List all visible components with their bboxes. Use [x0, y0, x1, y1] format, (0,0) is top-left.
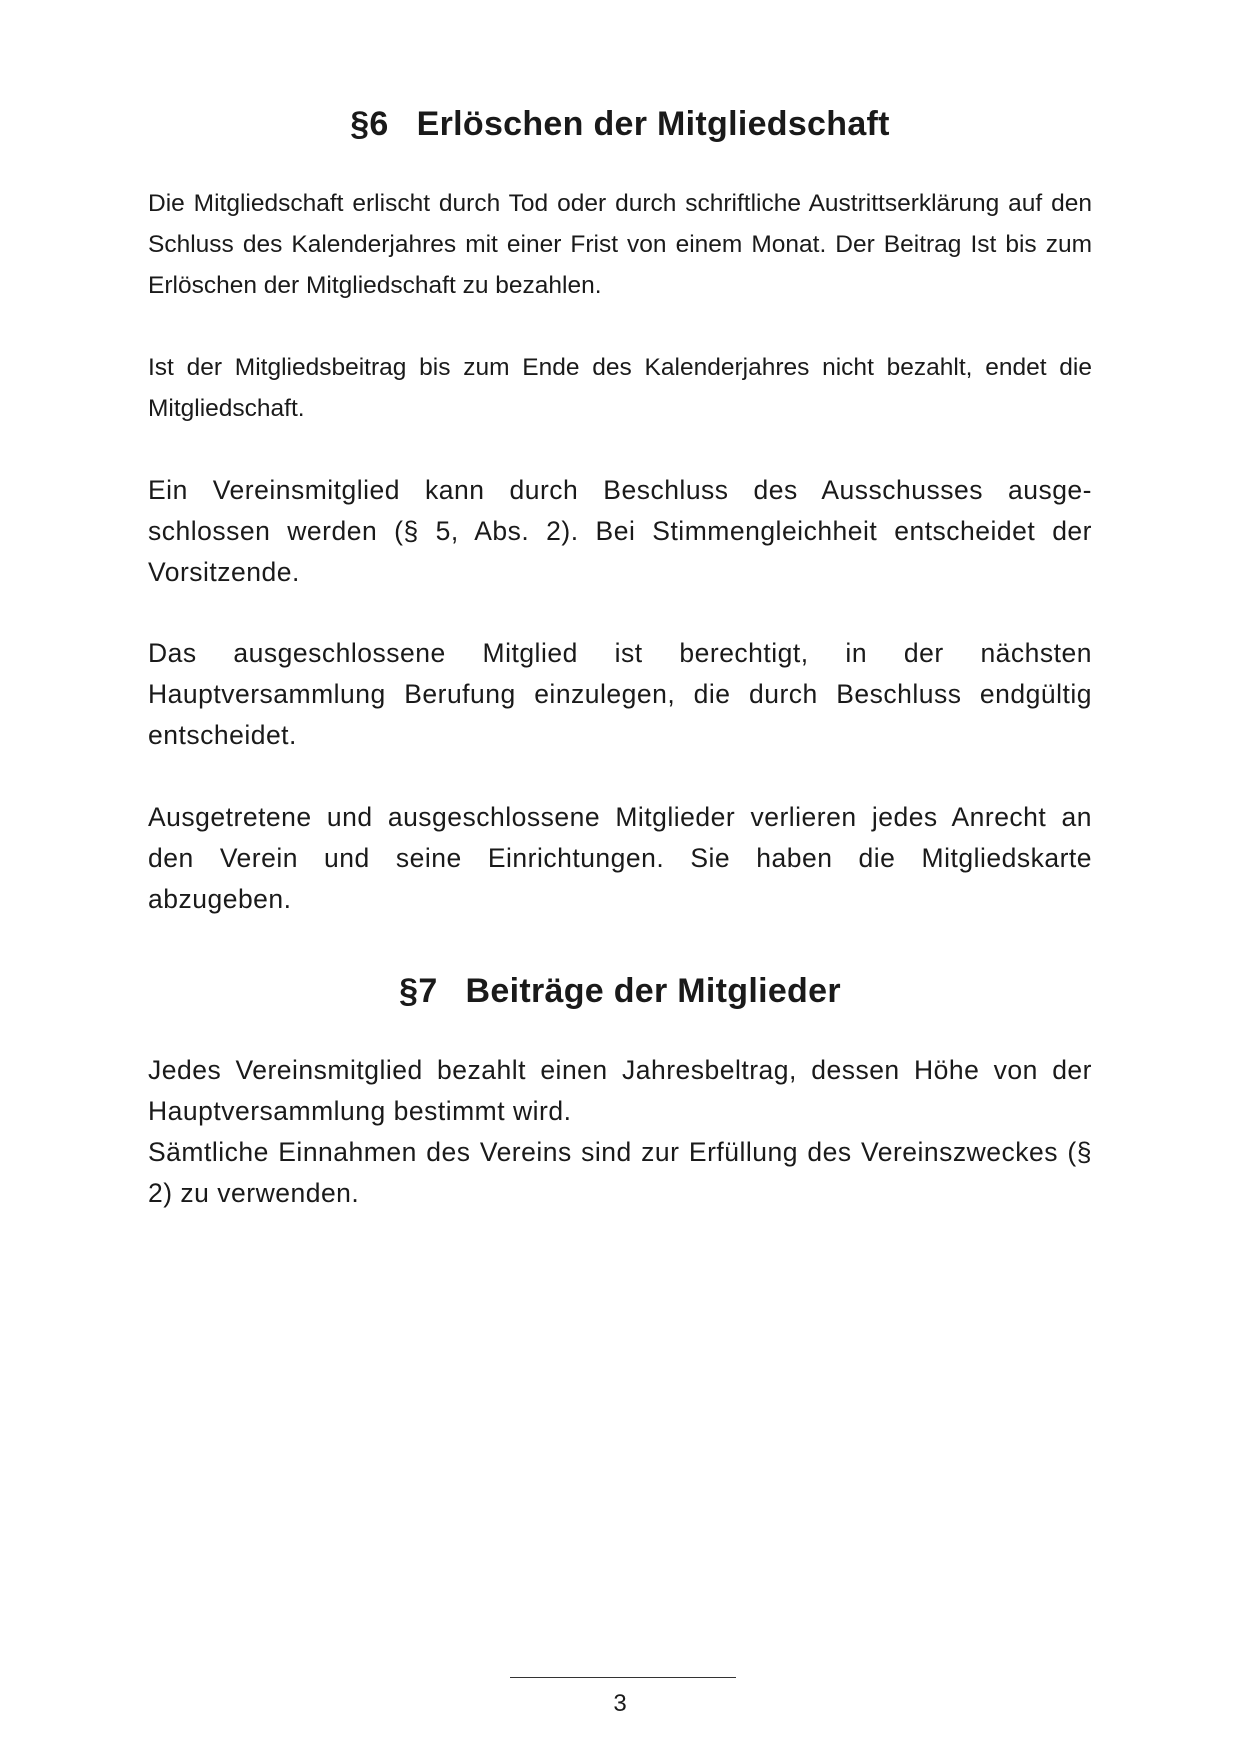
section-7-heading — [0, 969, 1240, 1013]
section-6-paragraph-2: Ist der Mitgliedsbeitrag bis zum Ende des Kalenderjahres nicht bezahlt, endet die Mitgliedschaft. — [148, 354, 1092, 422]
section-7-paragraph-2: Sämtliche Einnahmen des Vereins sind zur Erfüllung des Vereinszweckes (§ 2) zu verwenden. — [148, 1137, 1092, 1208]
section-7-paragraph-1: Jedes Vereinsmitglied bezahlt einen Jahresbeltrag, dessen Höhe von der Hauptversammlung bestimmt wird. — [148, 1055, 1092, 1126]
section-7-paragraph-2a — [148, 1132, 1092, 1214]
footer-rule — [510, 1677, 736, 1678]
section-7-number: §7 — [399, 972, 438, 1010]
section-6-title: Erlöschen der Mitgliedschaft — [416, 105, 890, 143]
section-6-paragraph-5: Ausgetretene und ausgeschlossene Mitglieder verlieren jedes Anrecht an den Verein und seine Einrichtungen. Sie haben die Mitgliedskarte abzugeben. — [148, 802, 1092, 914]
section-6-number: §6 — [350, 105, 389, 143]
section-7-title: Beiträge der Mitglieder — [465, 972, 841, 1010]
section-6-paragraph-1: Die Mitgliedschaft erlischt durch Tod oder durch schriftliche Austrittserklärung auf den Schluss des Kalenderjahres mit einer Frist von einem Monat. Der Beitrag Ist bis zum Erlöschen der Mitgliedschaft zu bezahlen. — [148, 190, 1092, 299]
section-6-paragraph-4: Das ausgeschlossene Mitglied ist berechtigt, in der nächsten Hauptversammlung Berufung einzulegen, die durch Beschluss endgültig entscheidet. — [148, 638, 1092, 750]
page-number: 3 — [613, 1690, 627, 1717]
section-6-paragraph-3: Ein Vereinsmitglied kann durch Beschluss des Ausschusses ausge-schlossen werden (§ 5, Abs. 2). Bei Stimmengleichheit entscheidet der Vorsitzende. — [148, 475, 1092, 587]
section-6-heading — [0, 102, 1240, 146]
